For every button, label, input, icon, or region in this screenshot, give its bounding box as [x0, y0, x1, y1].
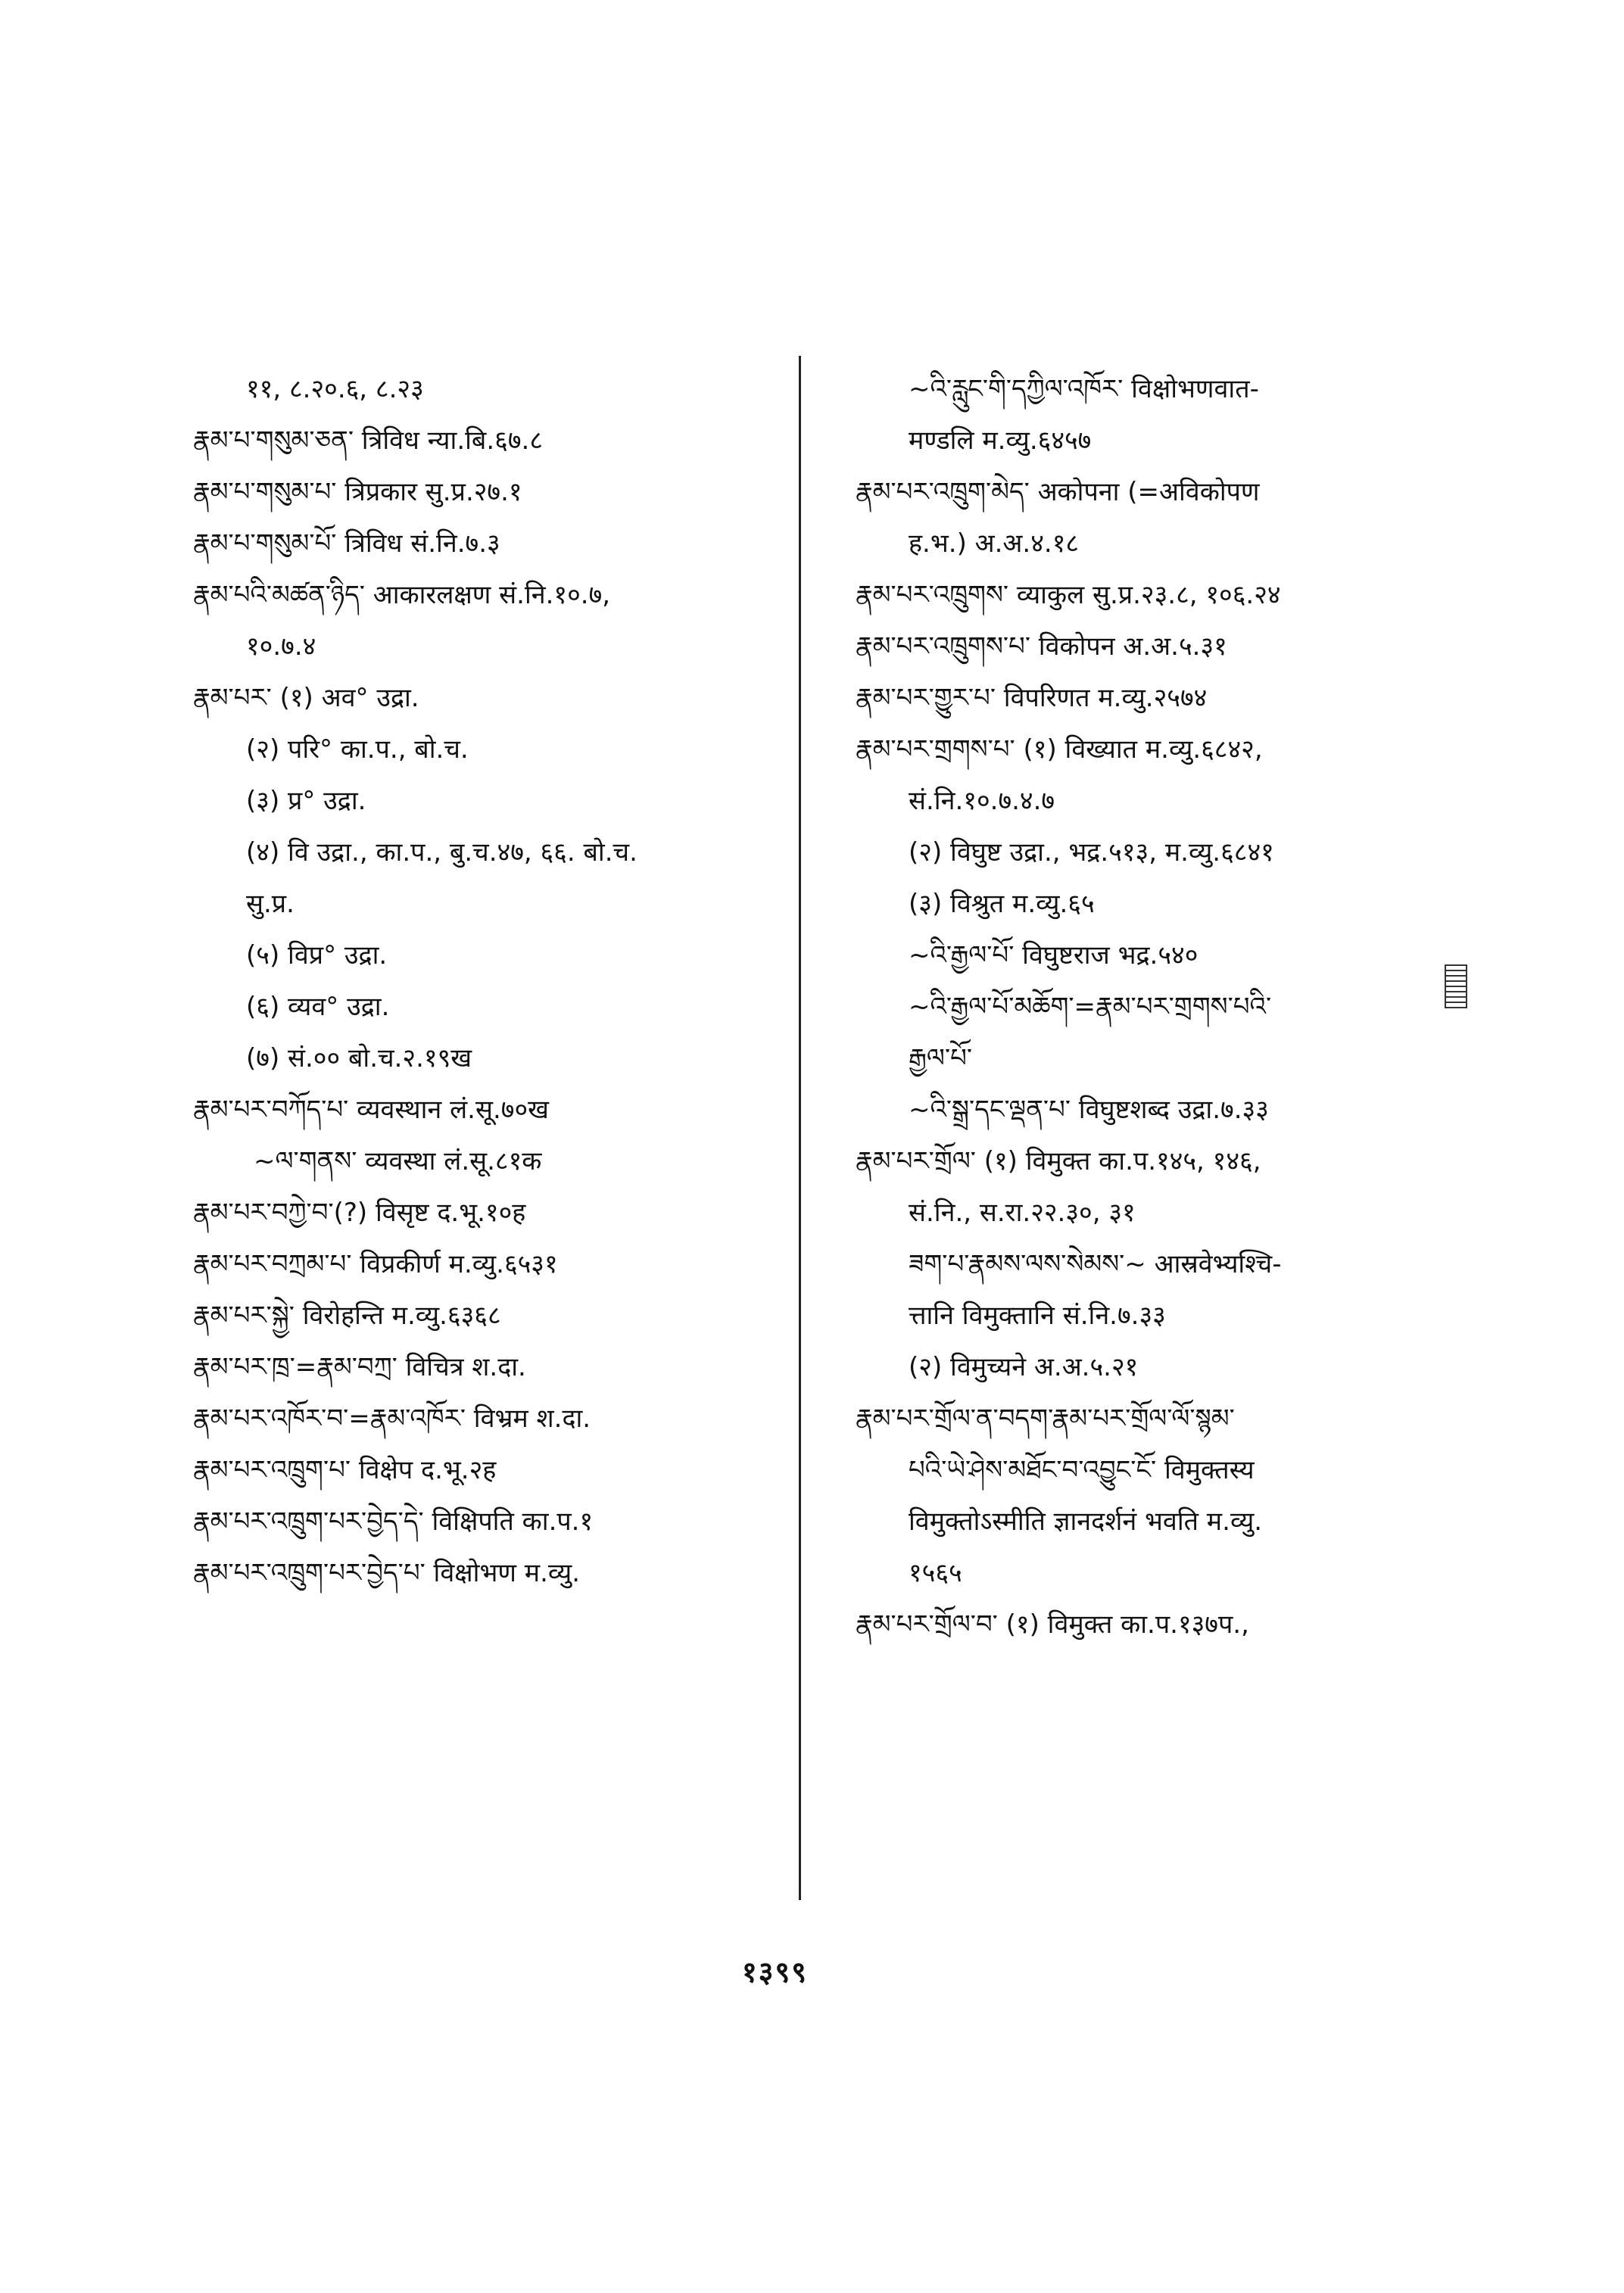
dictionary-line: རྣམ་པར་གྲགས་པ་ (१) विख्यात म.व्यु.६८४२,: [856, 734, 1263, 765]
dictionary-line: ~འི་རྒྱལ་པོ་ विघुष्टराज भद्र.५४०: [909, 940, 1199, 970]
dictionary-line: རྣམ་པ་གསུམ་ཅན་ त्रिविध न्या.बि.६७.८: [193, 425, 544, 456]
dictionary-line: རྣམ་པར་སྐྱེ་ विरोहन्ति म.व्यु.६३६८: [193, 1301, 501, 1331]
column-divider: [799, 356, 801, 1900]
dictionary-line: ཟག་པ་རྣམས་ལས་སེམས་~ आस्रवेभ्यश्चि-: [909, 1249, 1282, 1279]
dictionary-line: ~ལ་གནས་ व्यवस्था लं.सू.८१क: [254, 1146, 542, 1176]
dictionary-line: (३) विश्रुत म.व्यु.६५: [909, 889, 1095, 919]
dictionary-line: विमुक्तोऽस्मीति ज्ञानदर्शनं भवति म.व्यु.: [909, 1506, 1263, 1537]
dictionary-line: सु.प्र.: [246, 889, 295, 919]
margin-mark-icon: [1445, 964, 1467, 1008]
dictionary-line: པའི་ཡེ་ཤེས་མཐོང་བ་འབྱུང་ངོ་ विमुक्तस्य: [909, 1455, 1255, 1485]
dictionary-line: (४) वि उद्रा., का.प., बु.च.४७, ६६. बो.च.: [246, 837, 637, 868]
dictionary-line: (२) विघुष्ट उद्रा., भद्र.५१३, म.व्यु.६८४१: [909, 837, 1274, 868]
dictionary-line: (३) प्र° उद्रा.: [246, 786, 366, 816]
dictionary-line: ११, ८.२०.६, ८.२३: [246, 374, 424, 404]
dictionary-line: རྣམ་པར་གྲོལ་ན་བདག་རྣམ་པར་གྲོལ་ལོ་སྙམ་: [856, 1404, 1235, 1434]
dictionary-line: ह.भ.) अ.अ.४.१८: [909, 528, 1080, 559]
dictionary-line: १५६५: [909, 1558, 962, 1588]
dictionary-line: (२) परि° का.प., बो.च.: [246, 734, 469, 765]
dictionary-line: सं.नि., स.रा.२२.३०, ३१: [909, 1198, 1136, 1228]
dictionary-line: རྣམ་པར་འཁྲུག་པར་བྱེད་པ་ विक्षोभण म.व्यु.: [193, 1558, 581, 1588]
dictionary-line: རྣམ་པར་འཁྲུག་པ་ विक्षेप द.भू.२ह: [193, 1455, 497, 1485]
dictionary-line: ~འི་རླུང་གི་དཀྱིལ་འཁོར་ विक्षोभणवात-: [909, 374, 1259, 404]
dictionary-line: རྣམ་པར་འཁྲུགས་ व्याकुल सु.प्र.२३.८, १०६.२४: [856, 580, 1281, 610]
dictionary-line: सं.नि.१०.७.४.७: [909, 786, 1055, 816]
dictionary-line: ~འི་སྒྲ་དང་ལྡན་པ་ विघुष्टशब्द उद्रा.७.३३: [909, 1095, 1269, 1125]
dictionary-line: मण्डलि म.व्यु.६४५७: [909, 425, 1092, 456]
left-column: [193, 363, 799, 1599]
dictionary-line: རྣམ་པ་གསུམ་པ་ त्रिप्रकार सु.प्र.२७.१: [193, 477, 522, 507]
dictionary-line: १०.७.४: [246, 631, 316, 662]
dictionary-line: (२) विमुच्यने अ.अ.५.२१: [909, 1352, 1139, 1382]
dictionary-line: त्तानि विमुक्तानि सं.नि.७.३३: [909, 1301, 1166, 1331]
dictionary-line: རྣམ་པར་བཀྱེ་བ་(?) विसृष्ट द.भू.१०ह: [193, 1198, 526, 1228]
dictionary-line: རྣམ་པར་གྲོལ་ (१) विमुक्त का.प.१४५, १४६,: [856, 1146, 1261, 1176]
dictionary-line: རྣམ་པར་ (१) अव° उद्रा.: [193, 683, 419, 713]
right-column: [856, 363, 1461, 1650]
dictionary-line: རྣམ་པར་འཁོར་བ་=རྣམ་འཁོར་ विभ्रम श.दा.: [193, 1404, 591, 1434]
dictionary-line: (६) व्यव° उद्रा.: [246, 992, 390, 1022]
dictionary-line: (५) विप्र° उद्रा.: [246, 940, 388, 970]
dictionary-line: རྣམ་པར་ཁྲ་=རྣམ་བཀྲ་ विचित्र श.दा.: [193, 1352, 526, 1382]
dictionary-line: རྒྱལ་པོ་: [909, 1043, 973, 1073]
dictionary-line: རྣམ་པར་འཁྲུགས་པ་ विकोपन अ.अ.५.३१: [856, 631, 1227, 662]
dictionary-line: རྣམ་པ་གསུམ་པོ་ त्रिविध सं.नि.७.३: [193, 528, 500, 559]
dictionary-line: (७) सं.०० बो.च.२.१९ख: [246, 1043, 472, 1073]
dictionary-line: རྣམ་པར་གྲོལ་བ་ (१) विमुक्त का.प.१३७प.,: [856, 1609, 1249, 1640]
dictionary-line: རྣམ་པར་འཁྲུག་མེད་ अकोपना (=अविकोपण: [856, 477, 1260, 507]
dictionary-line: ~འི་རྒྱལ་པོ་མཆོག་=རྣམ་པར་གྲགས་པའི་: [909, 992, 1272, 1022]
dictionary-line: རྣམ་པར་བཀོད་པ་ व्यवस्थान लं.सू.७०ख: [193, 1095, 549, 1125]
dictionary-line: རྣམ་པར་འཁྲུག་པར་བྱེད་དེ་ विक्षिपति का.प.१: [193, 1506, 594, 1537]
dictionary-line: རྣམ་པར་བཀྲམ་པ་ विप्रकीर्ण म.व्यु.६५३१: [193, 1249, 558, 1279]
page-number: १३९९: [742, 1955, 809, 1989]
dictionary-line: རྣམ་པར་གྱུར་པ་ विपरिणत म.व्यु.२५७४: [856, 683, 1208, 713]
dictionary-line: རྣམ་པའི་མཚན་ཉིད་ आकारलक्षण सं.नि.१०.७,: [193, 580, 611, 610]
